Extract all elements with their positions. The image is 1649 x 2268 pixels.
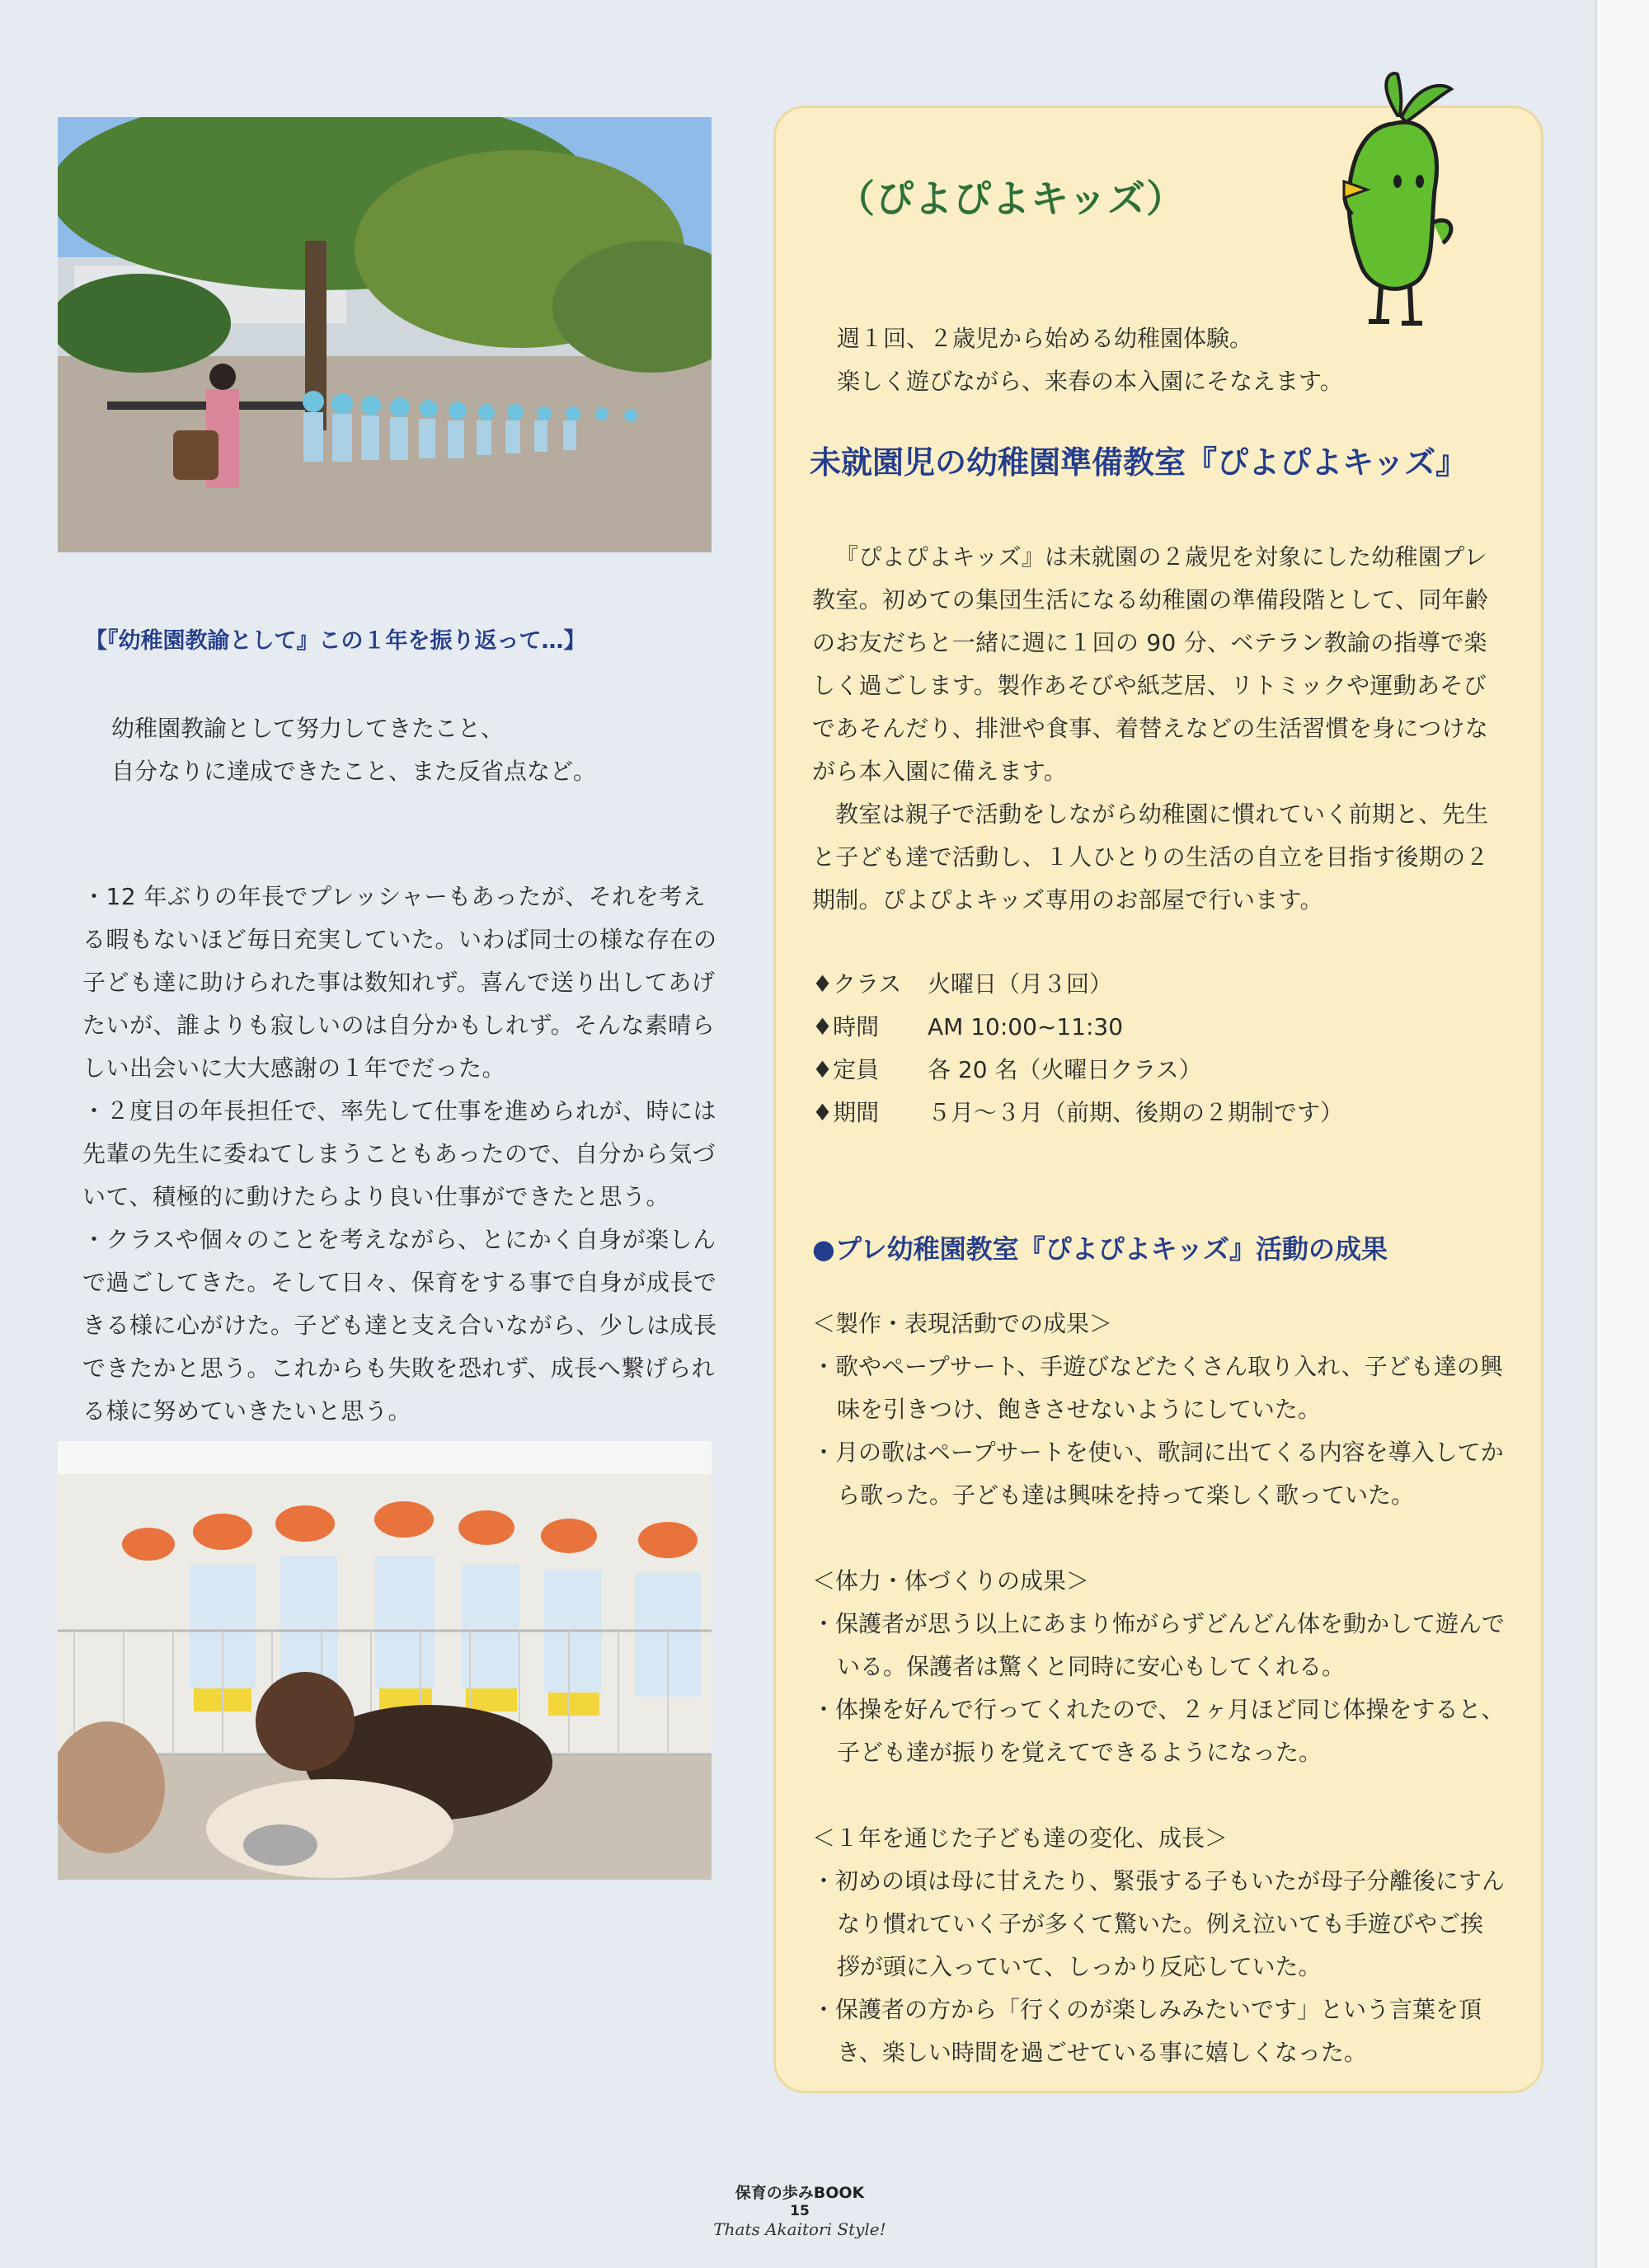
results-section-title: ＜１年を通じた子ども達の変化、成長＞ [812,1824,1229,1852]
info-key: ♦クラス [812,970,902,998]
results-item: ・初めの頃は母に甘えたり、緊張する子もいたが母子分離後にすんなり慣れていく子が多くて驚いた。例え泣いても手遊びやご挨拶が頭に入っていて、しっかり反応していた。 [812,1867,1506,1980]
piyopiyo-kids-title: （ぴよぴよキッズ） [837,176,1186,221]
piyopiyo-intro [837,317,1496,403]
class-info-row [812,1006,1501,1049]
reflection-intro-line-1: 幼稚園教諭として努力してきたこと、 [111,715,505,742]
class-info-list [812,963,1501,1134]
reflection-heading: 【『幼稚園教諭として』この１年を振り返って…】 [85,628,586,654]
info-value: 各 20 名（火曜日クラス） [928,1056,1202,1083]
results-list [812,1303,1505,2074]
results-heading: ●プレ幼稚園教室『ぴよぴよキッズ』活動の成果 [812,1233,1388,1265]
info-key: ♦時間 [812,1013,880,1040]
page-footer [709,2181,890,2239]
info-key: ♦期間 [812,1099,880,1126]
description-paragraph: 『ぴよぴよキッズ』は未就園の２歳児を対象にした幼稚園プレ教室。初めての集団生活になる幼稚園の準備段階として、同年齢のお友だちと一緒に週に１回の 90 分、ベテラン教諭の指導で楽しく過ごします。製作あそびや紙芝居、リトミックや運動あそびであそんだり、排泄や食事、着替えなどの生活習慣を身につけながら本入園に備えます。 [812,543,1489,785]
info-key: ♦定員 [812,1056,880,1083]
reflection-item: ・２度目の年長担任で、率先して仕事を進められが、時には先輩の先生に委ねてしまうこともあったので、自分から気づいて、積極的に動けたらより良い仕事ができたと思う。 [82,1097,716,1210]
reflection-item: ・12 年ぶりの年長でプレッシャーもあったが、それを考える暇もないほど毎日充実していた。いわば同士の様な存在の子ども達に助けられた事は数知れず。喜んで送り出してあげたいが、誰よりも寂しいのは自分かもしれず。そんな素晴らしい出会いに大大感謝の１年でだった。 [82,883,717,1082]
results-item: ・体操を好んで行ってくれたので、２ヶ月ほど同じ体操をすると、子ども達が振りを覚えてできるようになった。 [812,1696,1505,1766]
reflection-body [82,833,726,1433]
info-value: 火曜日（月３回） [928,970,1113,998]
prep-class-description [812,536,1501,922]
results-item: ・保護者の方から「行くのが楽しみみたいです」という言葉を頂き、楽しい時間を過ごせている事に嬉しくなった。 [812,1996,1482,2066]
reflection-intro [111,707,721,793]
page-number: 15 [790,2203,810,2219]
prep-class-heading: 未就園児の幼稚園準備教室『ぴよぴよキッズ』 [810,444,1468,481]
class-info-row [812,963,1501,1006]
book-title: 保育の歩みBOOK [735,2184,865,2202]
photo-children-with-goats [58,1441,712,1880]
results-item: ・保護者が思う以上にあまり怖がらずどんどん体を動かして遊んでいる。保護者は驚くと同時に安心もしてくれる。 [812,1610,1506,1680]
photo-children-walking [58,117,712,552]
results-item: ・歌やペープサート、手遊びなどたくさん取り入れ、子ども達の興味を引きつけ、飽きさせないようにしていた。 [812,1353,1503,1423]
piyopiyo-intro-line-1: 週１回、２歳児から始める幼稚園体験。 [837,325,1253,352]
green-bird-mascot-icon [1319,66,1459,342]
description-paragraph: 教室は親子で活動をしながら幼稚園に慣れていく前期と、先生と子ども達で活動し、１人ひとりの生活の自立を目指す後期の２期制。ぴよぴよキッズ専用のお部屋で行います。 [812,801,1489,913]
class-info-row [812,1049,1501,1092]
class-info-row [812,1092,1501,1134]
page-edge [1595,0,1649,2268]
reflection-item: ・クラスや個々のことを考えながら、とにかく自身が楽しんで過ごしてきた。そして日々、保育をする事で自身が成長できる様に心がけた。子ども達と支え合いながら、少しは成長できたかと思う。これからも失敗を恐れず、成長へ繋げられる様に努めていきたいと思う。 [82,1226,717,1425]
results-section-title: ＜体力・体づくりの成果＞ [812,1567,1090,1594]
footer-tagline: Thats Akaitori Style! [713,2219,886,2239]
results-section-title: ＜製作・表現活動での成果＞ [812,1310,1113,1337]
reflection-intro-line-2: 自分なりに達成できたこと、また反省点など。 [111,758,597,785]
results-item: ・月の歌はペープサートを使い、歌詞に出てくる内容を導入してから歌った。子ども達は興味を持って楽しく歌っていた。 [812,1439,1504,1509]
info-value: AM 10:00~11:30 [928,1013,1124,1040]
info-value: ５月～３月（前期、後期の２期制です） [928,1099,1344,1126]
piyopiyo-intro-line-2: 楽しく遊びながら、来春の本入園にそなえます。 [837,368,1343,395]
